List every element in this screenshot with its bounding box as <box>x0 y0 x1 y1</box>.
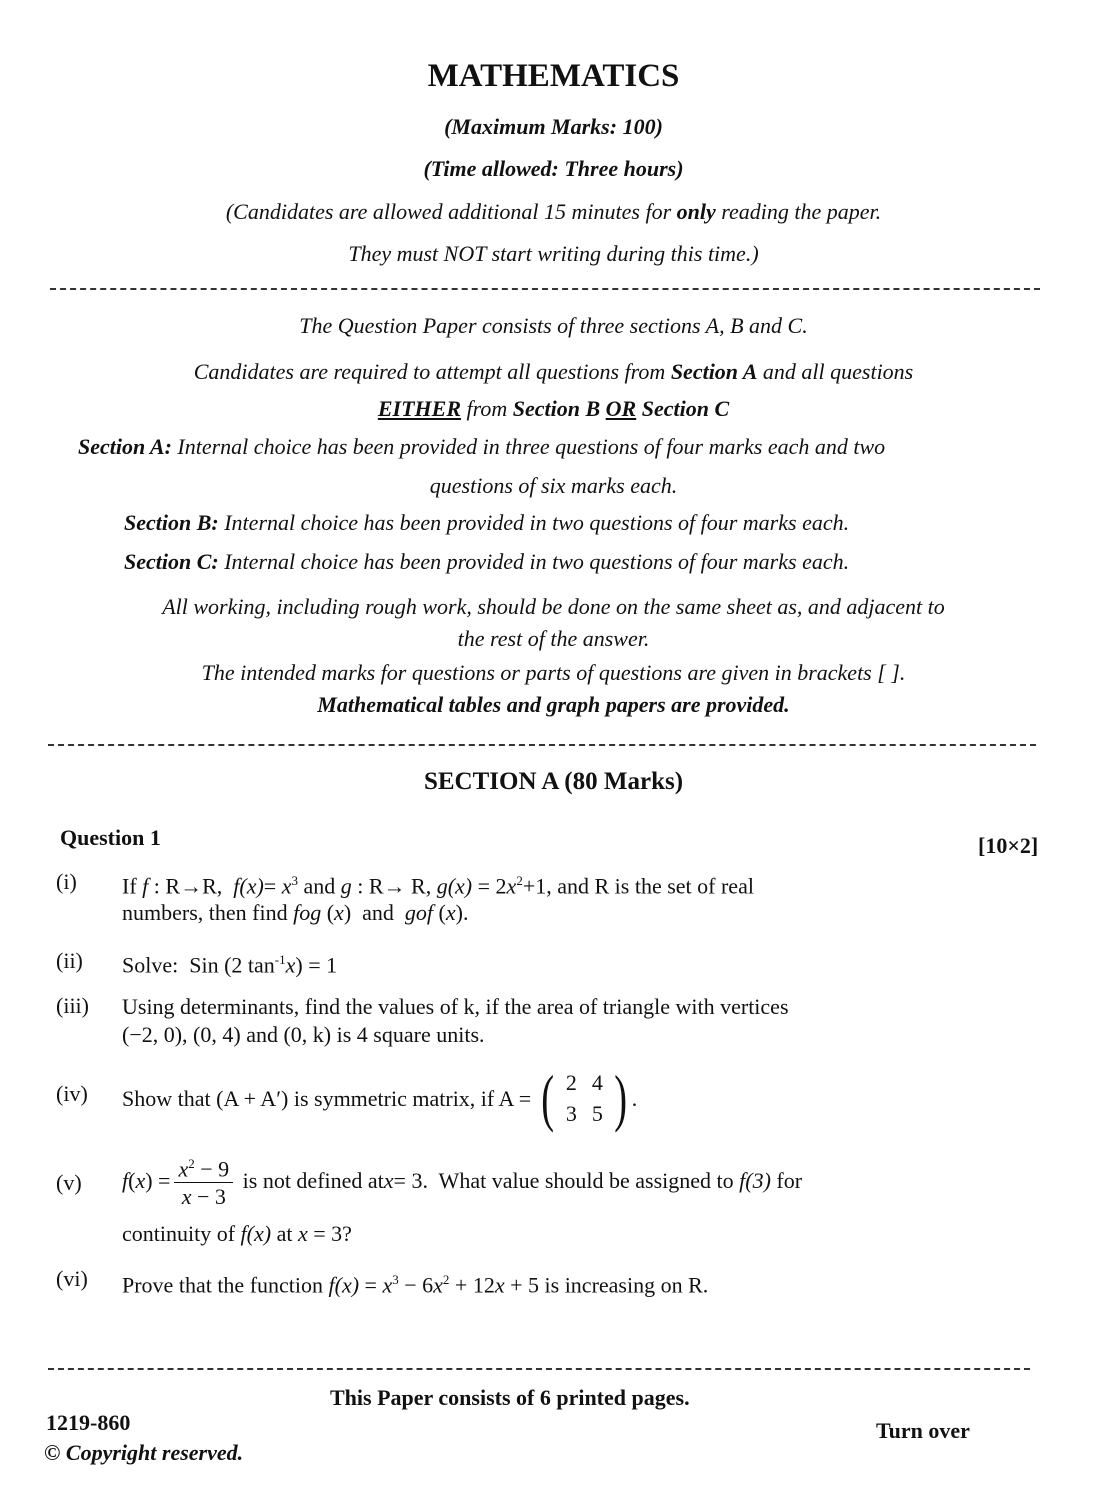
instr-text: Internal choice has been provided in two questions of four marks each. <box>218 549 850 574</box>
question-v-line2: continuity of f(x) at x = 3? <box>122 1221 352 1246</box>
time-allowed: (Time allowed: Three hours) <box>423 156 684 181</box>
question-number: (ii) <box>56 948 83 973</box>
tables-note: Mathematical tables and graph papers are provided. <box>317 692 790 717</box>
question-marks: [10×2] <box>978 833 1039 858</box>
question-number: (iii) <box>56 993 89 1018</box>
instruction-sections: The Question Paper consists of three sections A, B and C. <box>299 313 808 338</box>
instr-bold: Section C <box>641 396 730 421</box>
instr-text: Internal choice has been provided in three questions of four marks each and two <box>171 434 886 459</box>
section-b-instruction <box>124 510 849 536</box>
question-iv-text <box>122 1062 637 1134</box>
page-title: MATHEMATICS <box>427 58 680 94</box>
turn-over: Turn over <box>876 1418 970 1443</box>
question-number: (v) <box>56 1170 82 1195</box>
question-iii-line1: Using determinants, find the values of k, if the area of triangle with vertices <box>122 994 789 1019</box>
instr-text: Internal choice has been provided in two questions of four marks each. <box>218 510 850 535</box>
instr-text: from <box>461 396 513 421</box>
question-iii-line2: (−2, 0), (0, 4) and (0, k) is 4 square units. <box>122 1022 485 1047</box>
no-writing-note: They must NOT start writing during this time.) <box>348 241 759 266</box>
question-vi-text: Prove that the function $f(x) = x^3 - 6x^2 + 12x + 5$ is increasing on R. <box>122 1272 709 1298</box>
paper-code: 1219-860 <box>46 1410 131 1435</box>
question-iv-label: Show that (A + A′) is symmetric matrix, if A = <box>122 1085 532 1111</box>
section-c-instruction <box>124 549 849 575</box>
matrix-paren-left: ( <box>541 1062 555 1133</box>
divider <box>48 744 1036 746</box>
fraction-numerator: $x^2 - 9$ <box>174 1150 233 1183</box>
instr-text: Candidates are required to attempt all questions from <box>193 359 671 384</box>
question-number: (i) <box>56 869 77 894</box>
fraction <box>174 1150 233 1210</box>
question-i-text: If f : R→R, $f(x)= x^3$ and g : R→ R, $g(x) = 2x^2+1$, and R is the set of real numbers, then find fog (x) and gof (x). <box>122 873 754 926</box>
note-text: reading the paper. <box>715 199 882 224</box>
section-a-instruction <box>78 434 885 460</box>
maximum-marks: (Maximum Marks: 100) <box>444 114 663 139</box>
divider <box>48 1368 1030 1370</box>
matrix-cell: 3 <box>565 1101 577 1126</box>
question-v-cont: continuity of <box>122 1221 241 1246</box>
marks-note: The intended marks for questions or parts of questions are given in brackets [ ]. <box>201 660 906 685</box>
instr-bold: Section B <box>512 396 601 421</box>
question-ii-text: Solve: Sin (2 $\tan^{-1}x) = 1$ <box>122 952 338 978</box>
either-text: EITHER <box>377 396 461 421</box>
section-heading: SECTION A (80 Marks) <box>423 768 684 795</box>
instr-bold: Section A <box>670 359 758 384</box>
question-label: Question 1 <box>60 825 161 850</box>
section-a-label: Section A: <box>78 434 172 459</box>
section-c-label: Section C: <box>124 549 219 574</box>
note-emphasis: only <box>676 199 716 224</box>
page-count: This Paper consists of 6 printed pages. <box>330 1385 690 1410</box>
instruction-either-or <box>0 396 1107 422</box>
question-number: (vi) <box>56 1266 88 1291</box>
instruction-attempt <box>0 359 1107 385</box>
matrix-cell: 2 <box>565 1070 577 1095</box>
section-a-instruction-cont: questions of six marks each. <box>429 473 678 498</box>
section-b-label: Section B: <box>124 510 219 535</box>
or-text: OR <box>605 396 637 421</box>
copyright: © Copyright reserved. <box>44 1440 244 1465</box>
working-instruction-cont: the rest of the answer. <box>457 626 650 651</box>
matrix-grid <box>558 1069 610 1127</box>
fraction-denominator: x − 3 <box>181 1184 226 1210</box>
matrix-cell: 4 <box>591 1070 603 1095</box>
matrix-paren-right: ) <box>614 1062 628 1133</box>
note-text: (Candidates are allowed additional 15 minutes for <box>225 199 677 224</box>
question-v-text: f ( x ) = $\frac{x^2 - 9}{x - 3}$ is not defined at x = 3. What value should be assigned to f(3) for <box>122 1150 802 1210</box>
working-instruction: All working, including rough work, should be done on the same sheet as, and adjacent to <box>162 594 945 619</box>
instr-text: and all questions <box>757 359 914 384</box>
reading-time-note <box>0 199 1107 225</box>
divider <box>50 288 1040 290</box>
question-number: (iv) <box>56 1081 88 1106</box>
matrix-a: ( 2 4 3 5 ) . <box>541 1062 638 1133</box>
matrix-cell: 5 <box>591 1101 603 1126</box>
